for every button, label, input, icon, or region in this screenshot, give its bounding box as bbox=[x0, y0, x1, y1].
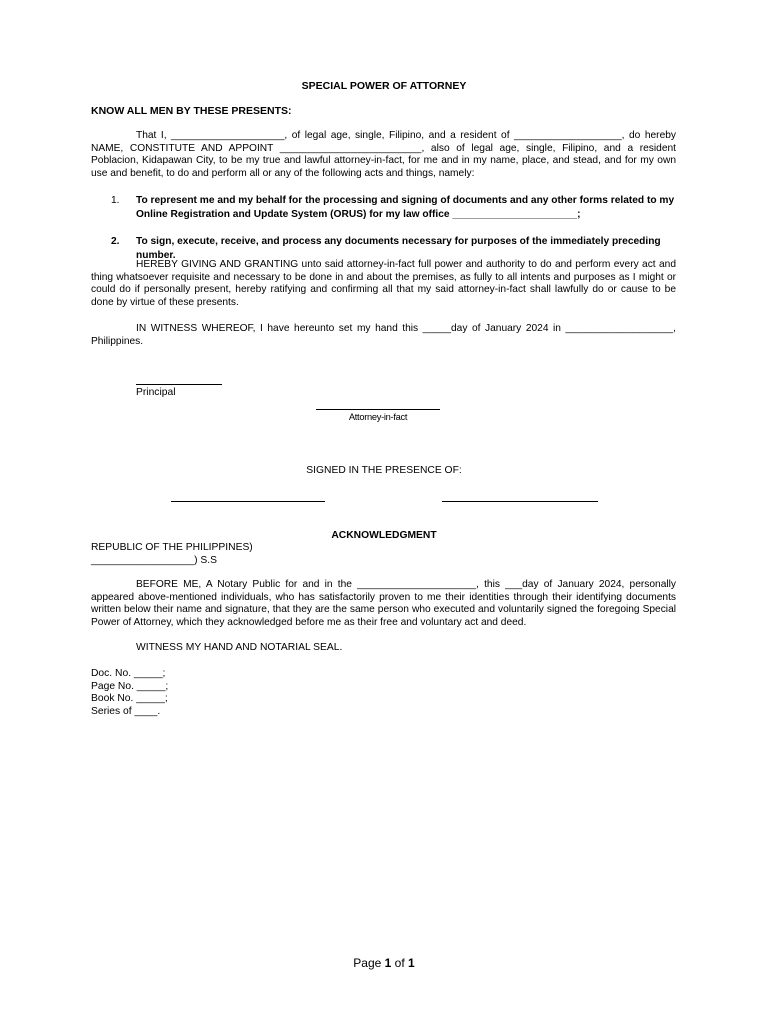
list-item-number: 2. bbox=[111, 236, 120, 247]
intro-paragraph bbox=[91, 130, 676, 180]
footer-of-word: of bbox=[394, 956, 405, 970]
list-item-number: 1. bbox=[111, 195, 120, 206]
notarial-seal-line: WITNESS MY HAND AND NOTARIAL SEAL. bbox=[136, 642, 343, 653]
doc-number: Doc. No. _____; bbox=[91, 668, 166, 679]
opening-heading: KNOW ALL MEN BY THESE PRESENTS: bbox=[91, 105, 292, 117]
intro-paragraph-text: That I, ____________________, of legal age, single, Filipino, and a resident of ___________________, do hereby NAME, CONSTITUTE AND APPOINT _________________________, also of legal age, single, Filipino, and a resident Poblacion, Kidapawan City, to be my true and lawful attorney-in-fact, for me and in my name, place, and stead, and for my own use and benefit, to do and perform all or any of the following acts and things, namely: bbox=[91, 130, 676, 179]
before-me-paragraph-text: BEFORE ME, A Notary Public for and in the _____________________, this ___day of January 2024, personally appeared above-mentioned individuals, who has satisfactorily proven to me their identities through their identifying documents written below their name and signature, that they are the same person who executed and voluntarily signed the foregoing Special Power of Attorney, which they acknowledged before me as their free and voluntary act and deed. bbox=[91, 579, 676, 628]
witness-paragraph bbox=[91, 323, 676, 348]
principal-label: Principal bbox=[136, 387, 176, 398]
list-item-text: To represent me and my behalf for the processing and signing of documents and any other forms related to my Online Registration and Update System (ORUS) for my law office ______________________; bbox=[136, 195, 675, 220]
footer-total-pages: 1 bbox=[408, 956, 415, 970]
granting-paragraph bbox=[91, 259, 676, 309]
signed-presence-heading: SIGNED IN THE PRESENCE OF: bbox=[306, 465, 462, 476]
witness-signature-line-left bbox=[171, 501, 325, 502]
principal-signature-line bbox=[136, 384, 222, 385]
footer-current-page: 1 bbox=[384, 956, 392, 970]
list-item-text: To sign, execute, receive, and process any documents necessary for purposes of the immediately preceding number. bbox=[136, 236, 661, 261]
footer-page-word: Page bbox=[353, 956, 382, 970]
granting-paragraph-text: HEREBY GIVING AND GRANTING unto said attorney-in-fact full power and authority to do and perform every act and thing whatsoever requisite and necessary to be done in and about the premises, as fully to all intents and purposes as I might or could do if personally present, hereby ratifying and confirming all that my said attorney-in-fact shall lawfully do or cause to be done by virtue of these presents. bbox=[91, 259, 676, 308]
before-me-paragraph bbox=[91, 579, 676, 629]
attorney-signature-line bbox=[316, 409, 440, 410]
republic-line: REPUBLIC OF THE PHILIPPINES) bbox=[91, 542, 253, 553]
attorney-label: Attorney-in-fact bbox=[348, 412, 408, 422]
witness-paragraph-text: IN WITNESS WHEREOF, I have hereunto set my hand this _____day of January 2024 in ___________________, Philippines. bbox=[91, 323, 676, 347]
page-footer bbox=[0, 956, 768, 970]
page-number-field: Page No. _____; bbox=[91, 681, 169, 692]
witness-signature-line-right bbox=[442, 501, 598, 502]
acknowledgment-title: ACKNOWLEDGMENT bbox=[331, 530, 437, 541]
series-of: Series of ____. bbox=[91, 706, 161, 717]
book-number: Book No. _____; bbox=[91, 693, 168, 704]
document-title: SPECIAL POWER OF ATTORNEY bbox=[301, 80, 467, 92]
list-item bbox=[91, 194, 676, 222]
list-item bbox=[91, 235, 676, 261]
ss-line: __________________) S.S bbox=[91, 555, 217, 566]
